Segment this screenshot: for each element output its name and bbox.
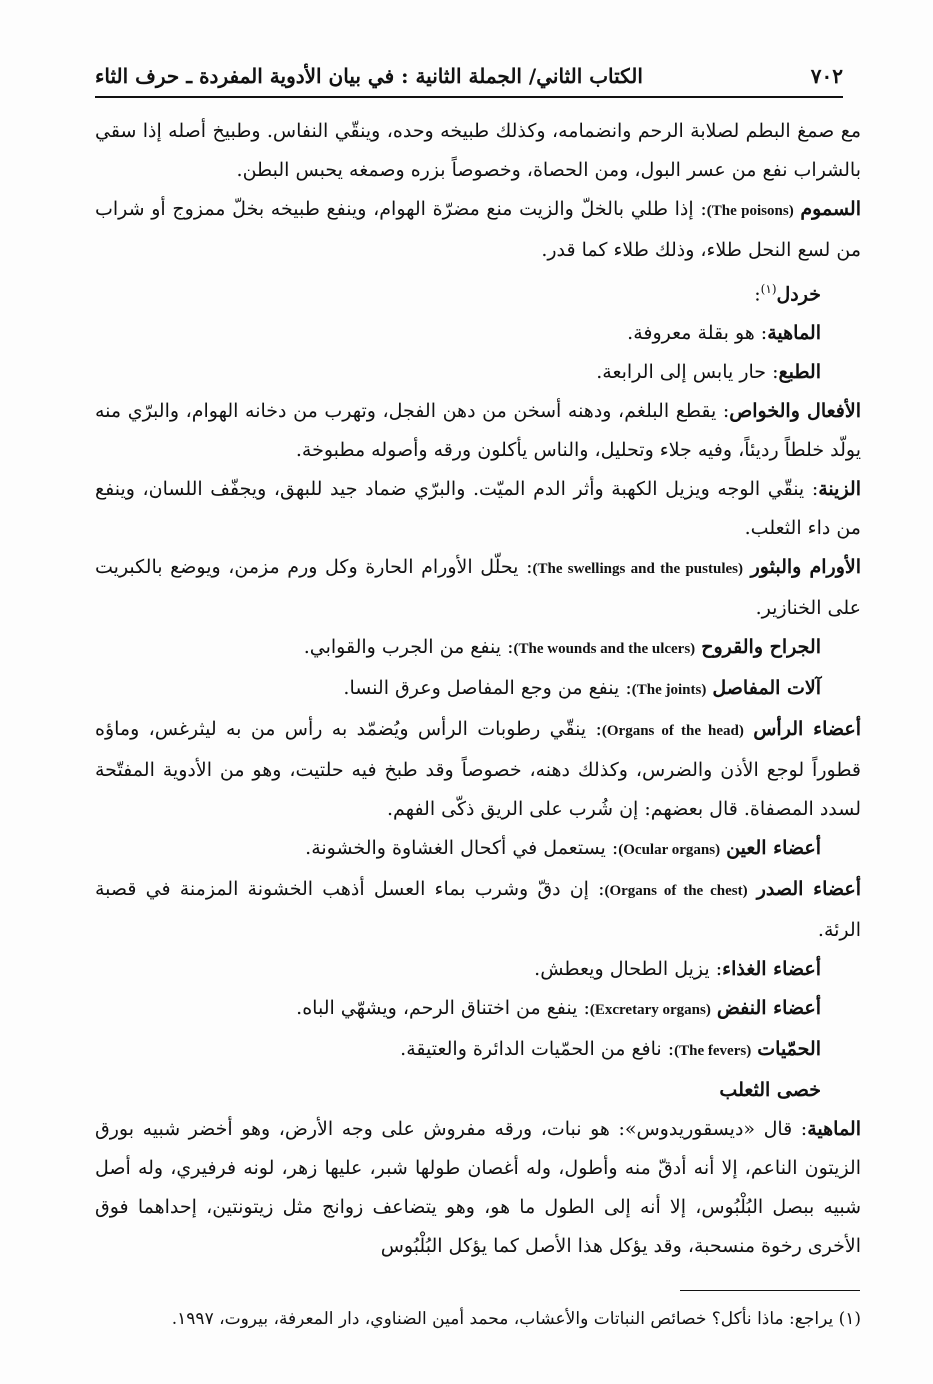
entry-term: أعضاء الصدر <box>756 878 861 901</box>
english-gloss: (The poisons) <box>706 203 794 219</box>
page-number: ٧٠٢ <box>810 64 843 88</box>
paragraph <box>95 710 861 829</box>
entry-term: أعضاء الرأس <box>753 718 861 741</box>
main-text <box>95 112 861 1266</box>
entry-term: الجراح والقروح <box>701 636 821 659</box>
paragraph <box>95 950 861 989</box>
paragraph <box>95 190 861 270</box>
entry-text: : إن دقّ وشرب بماء العسل أذهب الخشونة المزمنة في قصبة الرئة. <box>95 878 861 942</box>
paragraph <box>95 989 861 1030</box>
entry-text: : حار يابس إلى الرابعة. <box>596 361 779 384</box>
entry-text: : يستعمل في أكحال الغشاوة والخشونة. <box>305 837 619 860</box>
entry-text: مع صمغ البطم لصلابة الرحم وانضمامه، وكذلك طبيخه وحده، وينقّي النفاس. وطبيخ أصله إذا سقي بالشراب نفع من عسر البول، ومن الحصاة، وخصوصاً بزره وصمغه يحبس البطن. <box>95 120 861 181</box>
entry-term: الأفعال والخواص <box>729 400 861 423</box>
paragraph <box>95 829 861 870</box>
entry-text: : ينفع من الجرب والقوابي. <box>303 636 514 659</box>
paragraph <box>95 628 861 669</box>
paragraph <box>95 270 861 314</box>
paragraph <box>95 1071 861 1110</box>
entry-text: : ينفع من اختناق الرحم، ويشهّي الباه. <box>296 997 590 1020</box>
entry-text: : يزيل الطحال ويعطش. <box>534 958 723 981</box>
entry-term: الزينة <box>818 478 861 501</box>
entry-term: خصى الثعلب <box>719 1079 821 1102</box>
entry-term: الأورام والبثور <box>750 556 862 579</box>
entry-text: : نافع من الحمّيات الدائرة والعتيقة. <box>400 1038 675 1061</box>
entry-term: أعضاء الغذاء <box>722 958 821 981</box>
entry-term: أعضاء النفض <box>716 997 821 1020</box>
footnote: (١) يراجع: ماذا نأكل؟ خصائص النباتات والأعشاب، محمد أمين الضناوي، دار المعرفة، بيروت، ١٩٩٧. <box>171 1309 861 1329</box>
entry-term: خردل <box>776 283 821 306</box>
paragraph <box>95 470 861 548</box>
english-gloss: (The fevers) <box>674 1043 752 1060</box>
entry-text: : إذا طلي بالخلّ والزيت منع مضرّة الهوام، وينفع طبيخه بخلّ ممزوج أو شراب من لسع النحل طلاء، وذلك طلاء كما قدر. <box>95 198 861 261</box>
running-title: الكتاب الثاني/ الجملة الثانية : في بيان الأدوية المفردة ـ حرف الثاء <box>95 64 643 88</box>
english-gloss: (Organs of the head) <box>601 723 744 740</box>
paragraph <box>95 353 861 392</box>
page-header <box>95 56 843 98</box>
footnote-divider <box>680 1290 860 1291</box>
entry-term: الماهية <box>807 1118 861 1141</box>
paragraph <box>95 870 861 950</box>
entry-term: أعضاء العين <box>726 837 821 860</box>
entry-term: الطبع <box>778 361 821 384</box>
entry-text: : يحلّل الأورام الحارة وكل ورم مزمن، ويوضع بالكبريت على الخنازير. <box>95 556 861 620</box>
footnote-ref: (١) <box>760 282 777 296</box>
paragraph <box>95 314 861 353</box>
paragraph <box>95 548 861 628</box>
entry-text: : قال «ديسقوريدوس»: هو نبات، ورقه مفروش على وجه الأرض، وهو أخضر شبيه بورق الزيتون الناعم، إلا أنه أدقّ منه وأطول، وله أغصان طولها شبر، عليها زهر، لونه فرفيري، وله أصل شبيه ببصل البُلْبُوس، إلا أنه إلى الطول ما هو، وهو يتضاعف زوانج مثل زيتونتين، إحداهما فوق الأخرى رخوة منسحبة، وقد يؤكل هذا الأصل كما يؤكل البُلْبُوس <box>95 1118 861 1258</box>
english-gloss: (Ocular organs) <box>618 842 721 859</box>
paragraph <box>95 1030 861 1071</box>
entry-text: : ينقّي الوجه ويزيل الكهبة وأثر الدم الميّت. والبرّي ضماد جيد للبهق، ويجفّف اللسان، وينفع من داء الثعلب. <box>95 478 861 540</box>
entry-text: : <box>754 283 761 306</box>
entry-text: : ينقّي رطوبات الرأس ويُضمّد به رأس من به ليثرغس، وماؤه قطوراً لوجع الأذن والضرس، وكذلك دهنه، خصوصاً وقد طبخ فيه حلتيت، وهو من الأدوية المفتّحة لسدد المصفاة. قال بعضهم: إن شُرب على الريق ذكّى الفهم. <box>95 718 861 821</box>
paragraph <box>95 392 861 470</box>
entry-text: : ينفع من وجع المفاصل وعرق النسا. <box>343 677 632 700</box>
entry-term: السموم <box>800 198 861 220</box>
english-gloss: (Organs of the chest) <box>604 883 748 900</box>
english-gloss: (The swellings and the pustules) <box>532 561 743 578</box>
entry-text: : يقطع البلغم، ودهنه أسخن من دهن الفجل، وتهرب من دخانه الهوام، والبرّي منه يولّد خلطاً رديئاً، وفيه جلاء وتحليل، والناس يأكلون ورقه وأصوله مطبوخة. <box>95 400 861 462</box>
paragraph <box>95 1110 861 1266</box>
english-gloss: (The joints) <box>631 682 707 699</box>
english-gloss: (The wounds and the ulcers) <box>513 641 696 658</box>
paragraph <box>95 112 861 190</box>
entry-term: آلات المفاصل <box>712 677 821 700</box>
entry-term: الحمّيات <box>757 1038 821 1061</box>
english-gloss: (Excretary organs) <box>589 1002 711 1019</box>
entry-text: : هو بقلة معروفة. <box>627 322 768 345</box>
entry-term: الماهية <box>767 322 821 345</box>
paragraph <box>95 669 861 710</box>
